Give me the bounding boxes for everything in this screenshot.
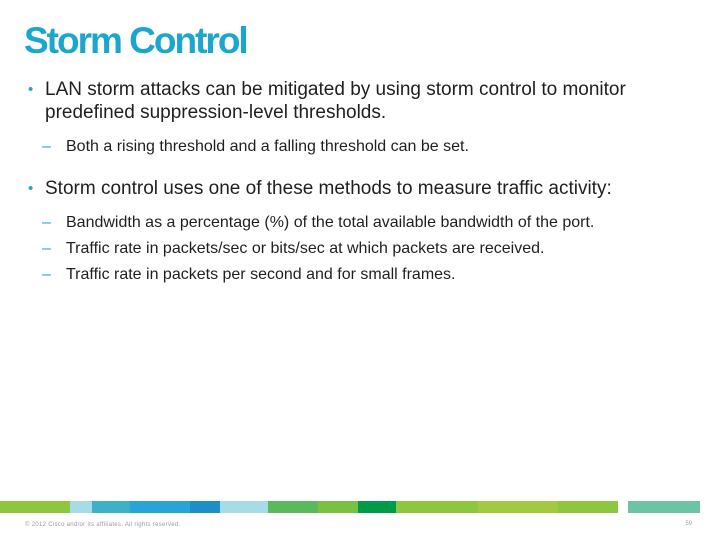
- color-segment: [70, 501, 92, 513]
- bullet-marker: •: [28, 81, 34, 98]
- sub-marker: –: [42, 240, 51, 257]
- bullet-item: [28, 78, 688, 124]
- color-segment: [358, 501, 396, 513]
- sub-item: [28, 134, 688, 160]
- sub-item: [28, 236, 688, 262]
- bullet-text: LAN storm attacks can be mitigated by using storm control to monitor predefined suppression-level thresholds.: [45, 79, 626, 123]
- page-number: 59: [685, 521, 692, 527]
- sub-item: [28, 262, 688, 288]
- sub-list: [28, 134, 688, 160]
- color-segment: [268, 501, 318, 513]
- color-segment: [478, 501, 558, 513]
- sub-text: Both a rising threshold and a falling threshold can be set.: [66, 138, 469, 155]
- bullet-marker: •: [28, 180, 34, 197]
- color-segment: [396, 501, 478, 513]
- color-segment: [618, 501, 628, 513]
- color-segment: [628, 501, 700, 513]
- sub-list: [28, 210, 688, 288]
- sub-text: Bandwidth as a percentage (%) of the total available bandwidth of the port.: [66, 214, 595, 231]
- sub-text: Traffic rate in packets per second and for small frames.: [66, 266, 456, 283]
- bullet-item: [28, 177, 688, 200]
- color-segment: [558, 501, 618, 513]
- color-segment: [130, 501, 190, 513]
- color-segment: [190, 501, 220, 513]
- copyright-text: © 2012 Cisco and/or its affiliates. All rights reserved.: [25, 522, 181, 528]
- color-segment: [318, 501, 358, 513]
- sub-marker: –: [42, 138, 51, 155]
- slide-title: Storm Control: [24, 20, 247, 61]
- color-segment: [92, 501, 130, 513]
- sub-item: [28, 210, 688, 236]
- bullet-text: Storm control uses one of these methods to measure traffic activity:: [45, 178, 612, 199]
- footer-color-bar: [0, 501, 720, 513]
- color-segment: [0, 501, 70, 513]
- sub-text: Traffic rate in packets/sec or bits/sec at which packets are received.: [66, 240, 545, 257]
- color-segment: [220, 501, 268, 513]
- sub-marker: –: [42, 214, 51, 231]
- slide-content: [28, 78, 688, 288]
- sub-marker: –: [42, 266, 51, 283]
